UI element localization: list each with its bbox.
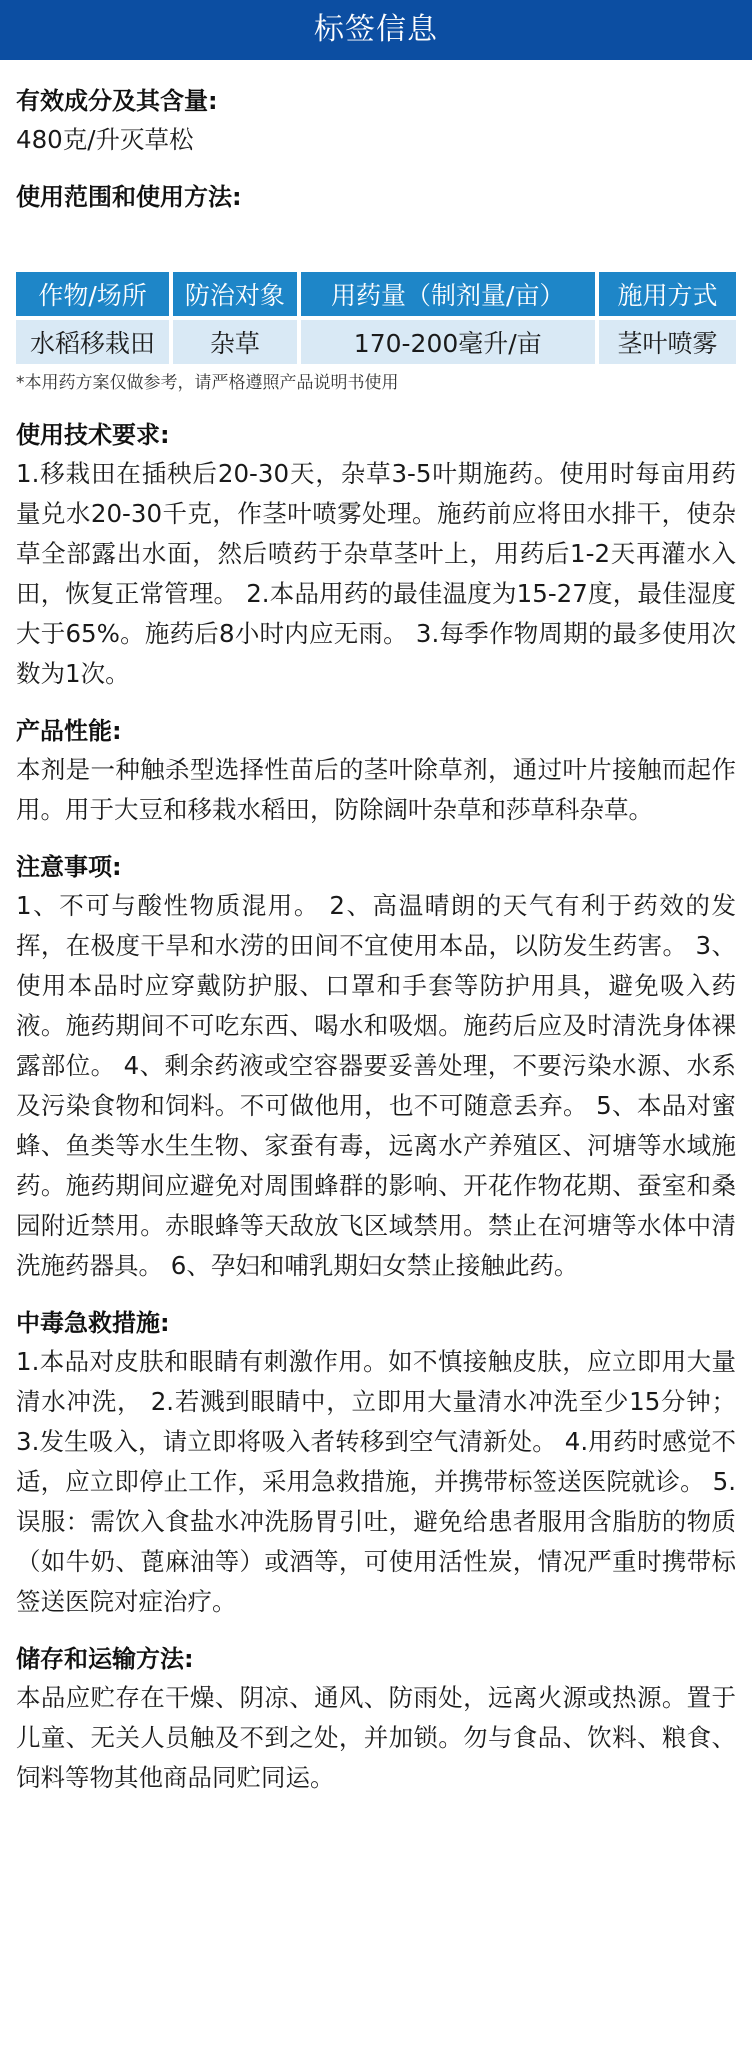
scope-section [16,178,736,396]
tech-heading: 使用技术要求: [16,421,170,449]
header-method: 施用方式 [599,272,736,316]
ingredients-text: 480克/升灭草松 [16,125,194,154]
performance-text: 本剂是一种触杀型选择性苗后的茎叶除草剂，通过叶片接触而起作用。用于大豆和移栽水稻田，防除阔叶杂草和莎草科杂草。 [16,755,736,824]
storage-text: 本品应贮存在干燥、阴凉、通风、防雨处，远离火源或热源。置于儿童、无关人员触及不到之处，并加锁。勿与食品、饮料、粮食、饲料等物其他商品同贮同运。 [16,1683,736,1792]
header-target: 防治对象 [173,272,297,316]
ingredients-section [16,82,736,160]
cell-crop: 水稻移栽田 [16,320,169,364]
table-row [16,320,736,364]
tech-text: 1.移栽田在插秧后20-30天，杂草3-5叶期施药。使用时每亩用药量兑水20-30千克，作茎叶喷雾处理。施药前应将田水排干，使杂草全部露出水面，然后喷药于杂草茎叶上，用药后1-2天再灌水入田，恢复正常管理。 2.本品用药的最佳温度为15-27度，最佳湿度大于65%。施药后8小时内应无雨。 3.每季作物周期的最多使用次数为1次。 [16,459,736,688]
first-aid-text: 1.本品对皮肤和眼睛有刺激作用。如不慎接触皮肤，应立即用大量清水冲洗， 2.若溅到眼睛中，立即用大量清水冲洗至少15分钟； 3.发生吸入，请立即将吸入者转移到空气清新处。 4.用药时感觉不适，应立即停止工作，采用急救措施，并携带标签送医院就诊。 5. 误服：需饮入食盐水冲洗肠胃引吐，避免给患者服用含脂肪的物质（如牛奶、蓖麻油等）或酒等，可使用活性炭，情况严重时携带标签送医院对症治疗。 [16,1347,736,1616]
header-crop: 作物/场所 [16,272,169,316]
tech-section [16,416,736,694]
cell-target: 杂草 [173,320,297,364]
dosage-note: *本用药方案仅做参考，请严格遵照产品说明书使用 [16,373,399,393]
storage-heading: 储存和运输方法: [16,1645,194,1673]
precautions-text: 1、不可与酸性物质混用。 2、高温晴朗的天气有利于药效的发挥，在极度干旱和水涝的田间不宜使用本品，以防发生药害。 3、使用本品时应穿戴防护服、口罩和手套等防护用具，避免吸入药液。施药期间不可吃东西、喝水和吸烟。施药后应及时清洗身体裸露部位。 4、剩余药液或空容器要妥善处理，不要污染水源、水系及污染食物和饲料。不可做他用，也不可随意丢弃。 5、本品对蜜蜂、鱼类等水生生物、家蚕有毒，远离水产养殖区、河塘等水域施药。施药期间应避免对周围蜂群的影响、开花作物花期、蚕室和桑园附近禁用。赤眼蜂等天敌放飞区域禁用。禁止在河塘等水体中清洗施药器具。 6、孕妇和哺乳期妇女禁止接触此药。 [16,891,736,1280]
first-aid-heading: 中毒急救措施: [16,1309,170,1337]
page-title: 标签信息 [0,0,752,60]
precautions-section [16,848,736,1286]
performance-section [16,712,736,830]
dosage-table-header [16,272,736,316]
ingredients-heading: 有效成分及其含量: [16,87,218,115]
precautions-heading: 注意事项: [16,853,122,881]
cell-method: 茎叶喷雾 [599,320,736,364]
cell-dosage: 170-200毫升/亩 [301,320,595,364]
performance-heading: 产品性能: [16,717,122,745]
first-aid-section [16,1304,736,1622]
scope-heading: 使用范围和使用方法: [16,183,242,211]
storage-section [16,1640,736,1798]
label-content [0,60,752,1798]
dosage-table [12,268,740,368]
header-dosage: 用药量（制剂量/亩） [301,272,595,316]
